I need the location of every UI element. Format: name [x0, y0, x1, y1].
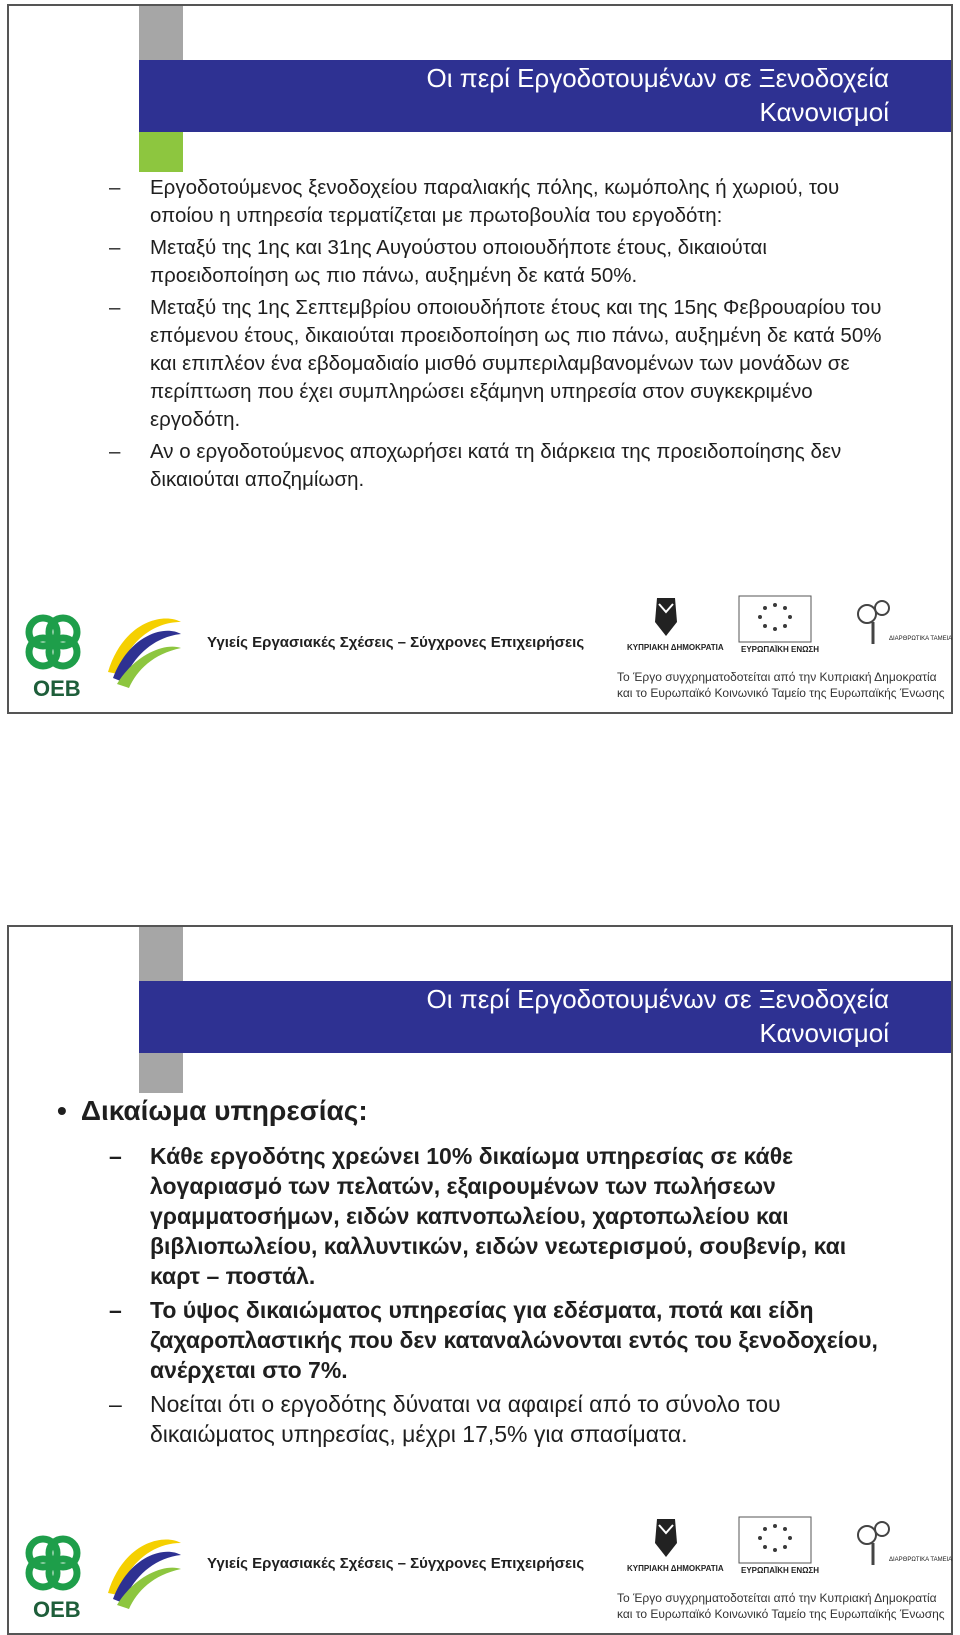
oeb-logo — [13, 1533, 183, 1623]
credit-line-1: Το Έργο συγχρηματοδοτείται από την Κυπριακή Δημοκρατία — [617, 670, 937, 684]
list-item: – Μεταξύ της 1ης Σεπτεμβρίου οποιουδήποτε έτους και της 15ης Φεβρουαρίου του επόμενου έτους, δικαιούται προειδοποίηση ως πιο πάνω, αυξημένη δε κατά 50% και επιπλέον ένα εβδομαδιαίο μισθό συμπεριλαμβανομένων των μονάδων σε περίπτωση που έχει συμπληρώσει εξάμηνη υπηρεσία στον συγκεκριμένο εργοδότη. — [109, 296, 882, 431]
list-item-text: Εργοδοτούμενος ξενοδοχείου παραλιακής πόλης, κωμόπολης ή χωριού, του οποίου η υπηρεσία τερματίζεται με πρωτοβουλία του εργοδότη: — [150, 176, 840, 227]
footer-slogan: Υγιείς Εργασιακές Σχέσεις – Σύγχρονες Επιχειρήσεις — [207, 1555, 585, 1572]
credit-line-2: και το Ευρωπαϊκό Κοινωνικό Ταμείο της Ευρωπαϊκής Ένωσης — [617, 686, 945, 700]
list-item-text: Αν ο εργοδοτούμενος αποχωρήσει κατά τη διάρκεια της προειδοποίησης δεν δικαιούται αποζημίωση. — [150, 440, 842, 491]
slide-title-line2: Κανονισμοί — [759, 1018, 889, 1048]
slide-title-line1: Οι περί Εργοδοτουμένων σε Ξενοδοχεία — [426, 63, 889, 93]
list-item: – Νοείται ότι ο εργοδότης δύναται να αφαιρεί από το σύνολο του δικαιώματος υπηρεσίας, μέχρι 17,5% για σπασίματα. — [109, 1391, 781, 1447]
cyprus-emblem-icon — [627, 1519, 724, 1573]
slide-body — [109, 1141, 901, 1453]
accent-bar-gray-top — [139, 927, 183, 981]
list-item: – Το ύψος δικαιώματος υπηρεσίας για εδέσματα, ποτά και είδη ζαχαροπλαστικής που δεν καταναλώνονται εντός του ξενοδοχείου, ανέρχεται στο 7%. — [109, 1297, 878, 1383]
slide-body — [109, 174, 901, 498]
structural-funds-icon — [858, 1522, 952, 1565]
svg-text:ΕΥΡΩΠΑΪΚΗ ΕΝΩΣΗ: ΕΥΡΩΠΑΪΚΗ ΕΝΩΣΗ — [741, 1566, 820, 1575]
slide-2 — [7, 925, 953, 1635]
accent-bar-green — [139, 132, 183, 172]
svg-text:ΚΥΠΡΙΑΚΗ ΔΗΜΟΚΡΑΤΙΑ: ΚΥΠΡΙΑΚΗ ΔΗΜΟΚΡΑΤΙΑ — [627, 643, 724, 652]
eu-flag-icon — [739, 1517, 819, 1575]
list-item: – Εργοδοτούμενος ξενοδοχείου παραλιακής πόλης, κωμόπολης ή χωριού, του οποίου η υπηρεσία τερματίζεται με πρωτοβουλία του εργοδότη: — [109, 176, 840, 227]
accent-bar-gray-bottom — [139, 1053, 183, 1093]
section-heading-text: Δικαίωμα υπηρεσίας: — [80, 1095, 368, 1126]
svg-text:ΔΙΑΡΘΡΩΤΙΚΑ ΤΑΜΕΙΑ: ΔΙΑΡΘΡΩΤΙΚΑ ΤΑΜΕΙΑ — [889, 1557, 953, 1563]
structural-funds-icon — [858, 601, 952, 644]
svg-text:ΚΥΠΡΙΑΚΗ ΔΗΜΟΚΡΑΤΙΑ: ΚΥΠΡΙΑΚΗ ΔΗΜΟΚΡΑΤΙΑ — [627, 1564, 724, 1573]
funding-logos — [627, 592, 959, 662]
list-item-text: Μεταξύ της 1ης και 31ης Αυγούστου οποιουδήποτε έτους, δικαιούται προειδοποίηση ως πιο πάνω, αυξημένη δε κατά 50%. — [150, 236, 767, 287]
slide-title-line2: Κανονισμοί — [759, 97, 889, 127]
slide-title-bar — [139, 981, 951, 1053]
svg-text:ΔΙΑΡΘΡΩΤΙΚΑ ΤΑΜΕΙΑ: ΔΙΑΡΘΡΩΤΙΚΑ ΤΑΜΕΙΑ — [889, 636, 953, 642]
oeb-logo-text: OEB — [33, 1597, 81, 1622]
oeb-logo-text: OEB — [33, 676, 81, 701]
credit-line-2: και το Ευρωπαϊκό Κοινωνικό Ταμείο της Ευρωπαϊκής Ένωσης — [617, 1607, 945, 1621]
list-item: – Μεταξύ της 1ης και 31ης Αυγούστου οποιουδήποτε έτους, δικαιούται προειδοποίηση ως πιο πάνω, αυξημένη δε κατά 50%. — [109, 236, 767, 287]
eu-flag-icon — [739, 596, 819, 654]
list-item-text: Το ύψος δικαιώματος υπηρεσίας για εδέσματα, ποτά και είδη ζαχαροπλαστικής που δεν καταναλώνονται εντός του ξενοδοχείου, ανέρχεται στο 7%. — [150, 1297, 878, 1383]
footer-slogan: Υγιείς Εργασιακές Σχέσεις – Σύγχρονες Επιχειρήσεις — [207, 634, 585, 651]
list-item-text: Μεταξύ της 1ης Σεπτεμβρίου οποιουδήποτε έτους και της 15ης Φεβρουαρίου του επόμενου έτους, δικαιούται προειδοποίηση ως πιο πάνω, αυξημένη δε κατά 50% και επιπλέον ένα εβδομαδιαίο μισθό συμπεριλαμβανομένων των μονάδων σε περίπτωση που έχει συμπληρώσει εξάμηνη υπηρεσία στον συγκεκριμένο εργοδότη. — [150, 296, 882, 431]
funding-logos — [627, 1513, 959, 1583]
credit-line-1: Το Έργο συγχρηματοδοτείται από την Κυπριακή Δημοκρατία — [617, 1591, 937, 1605]
svg-text:ΕΥΡΩΠΑΪΚΗ ΕΝΩΣΗ: ΕΥΡΩΠΑΪΚΗ ΕΝΩΣΗ — [741, 645, 820, 654]
slide-1 — [7, 4, 953, 714]
cyprus-emblem-icon — [627, 598, 724, 652]
list-item-text: Νοείται ότι ο εργοδότης δύναται να αφαιρεί από το σύνολο του δικαιώματος υπηρεσίας, μέχρι 17,5% για σπασίματα. — [150, 1391, 781, 1447]
list-item: – Κάθε εργοδότης χρεώνει 10% δικαίωμα υπηρεσίας σε κάθε λογαριασμό των πελατών, εξαιρουμένων των πωλήσεων γραμματοσήμων, ειδών καπνοπωλείου, χαρτοπωλείου και βιβλιοπωλείου, καλλυντικών, ειδών νεωτερισμού, σουβενίρ, και καρτ – ποστάλ. — [109, 1143, 847, 1289]
slide-title-bar — [139, 60, 951, 132]
accent-bar-gray-top — [139, 6, 183, 60]
section-heading: • Δικαίωμα υπηρεσίας: — [57, 1095, 368, 1126]
slide-title-line1: Οι περί Εργοδοτουμένων σε Ξενοδοχεία — [426, 984, 889, 1014]
oeb-logo — [13, 612, 183, 702]
list-item-text: Κάθε εργοδότης χρεώνει 10% δικαίωμα υπηρεσίας σε κάθε λογαριασμό των πελατών, εξαιρουμένων των πωλήσεων γραμματοσήμων, ειδών καπνοπωλείου, χαρτοπωλείου και βιβλιοπωλείου, καλλυντικών, ειδών νεωτερισμού, σουβενίρ, και καρτ – ποστάλ. — [150, 1143, 847, 1289]
list-item: – Αν ο εργοδοτούμενος αποχωρήσει κατά τη διάρκεια της προειδοποίησης δεν δικαιούται αποζημίωση. — [109, 440, 842, 491]
